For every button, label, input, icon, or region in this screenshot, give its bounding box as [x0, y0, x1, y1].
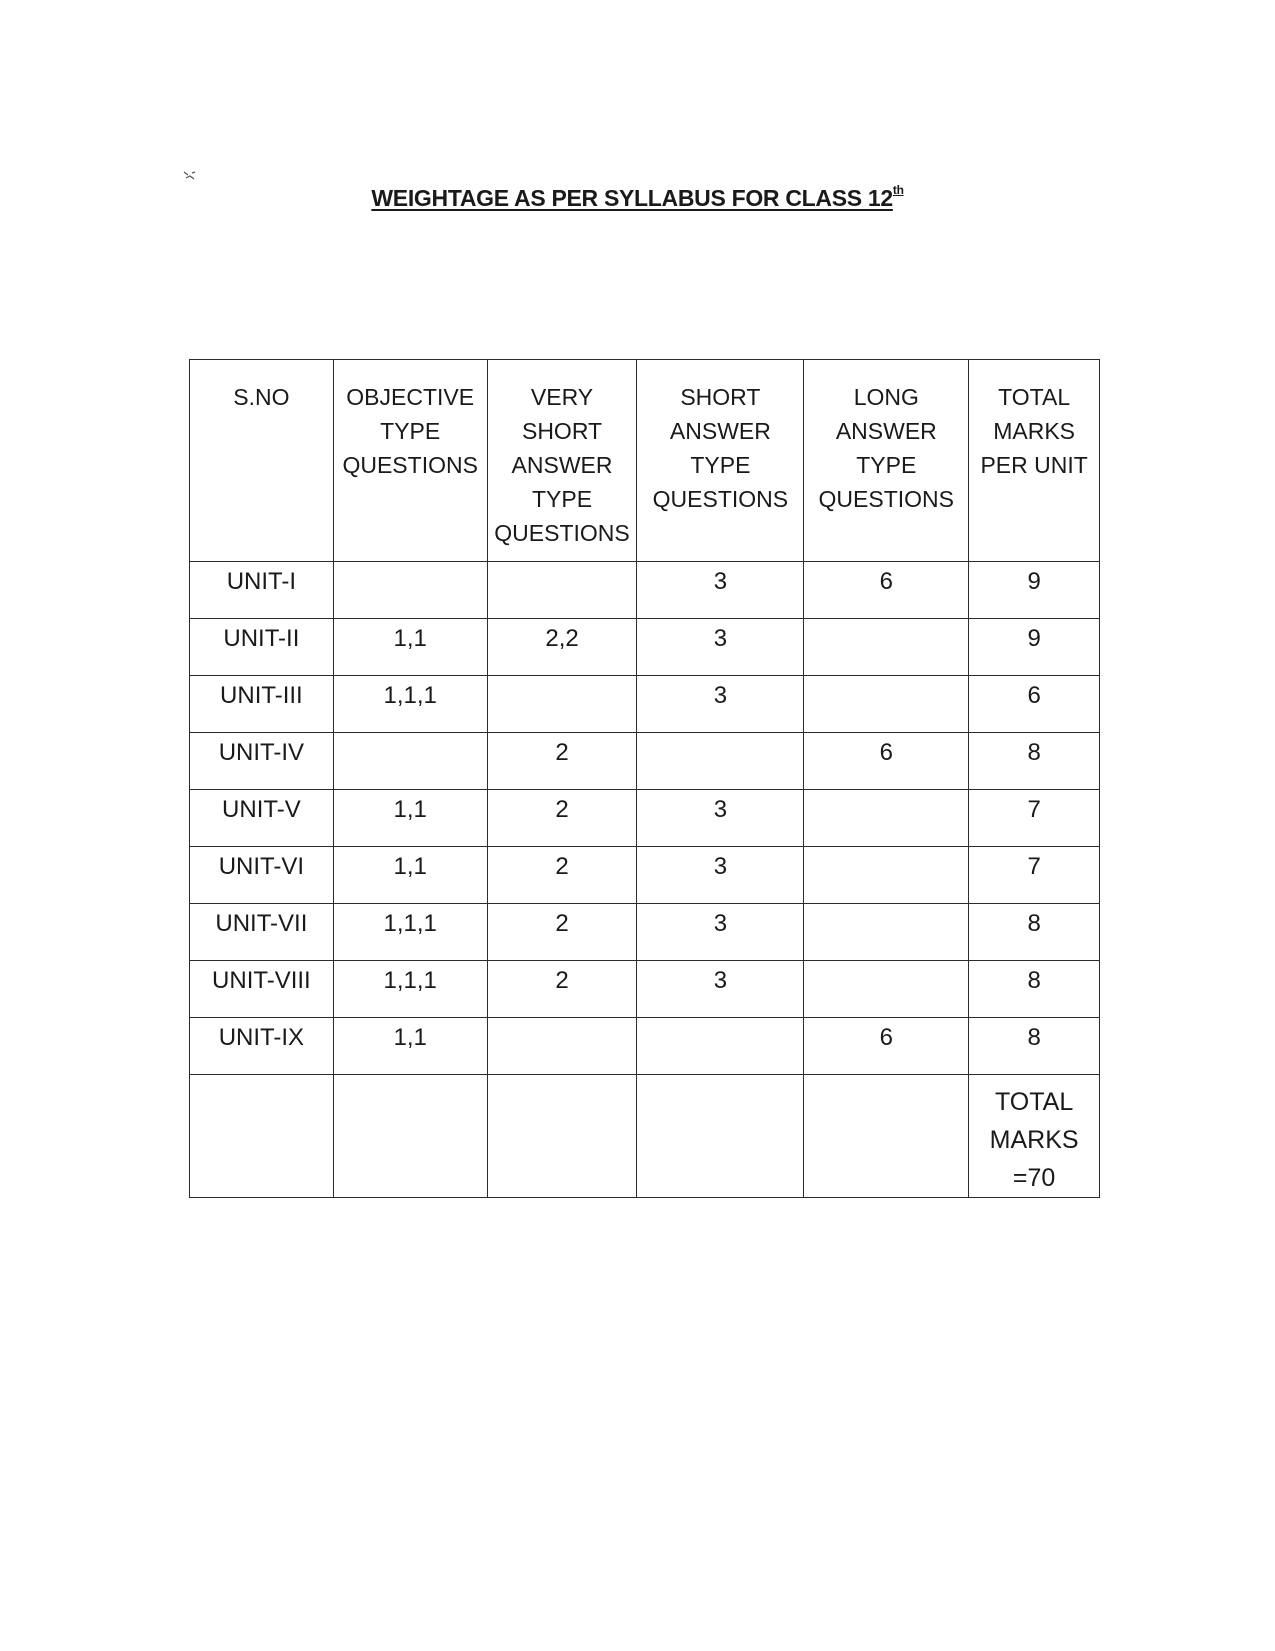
very-short-cell: 2	[487, 847, 637, 904]
objective-cell: 1,1	[333, 619, 487, 676]
header-line: SHORT	[521, 418, 603, 444]
short-cell: 3	[637, 676, 804, 733]
objective-cell	[333, 562, 487, 619]
very-short-cell: 2,2	[487, 619, 637, 676]
header-short-answer	[637, 360, 804, 562]
header-line: SHORT	[680, 384, 761, 410]
objective-cell: 1,1	[333, 1018, 487, 1075]
objective-cell	[333, 733, 487, 790]
objective-cell: 1,1	[333, 790, 487, 847]
grand-total-line: MARKS	[989, 1126, 1079, 1154]
unit-cell: UNIT-VIII	[190, 961, 334, 1018]
unit-cell: UNIT-VII	[190, 904, 334, 961]
grand-total-value: =70	[1012, 1164, 1056, 1192]
weightage-table	[189, 359, 1100, 1198]
header-sno-line: S.NO	[233, 384, 290, 410]
unit-cell: UNIT-I	[190, 562, 334, 619]
short-cell	[637, 1018, 804, 1075]
table-row	[190, 619, 1100, 676]
header-line: VERY	[530, 384, 594, 410]
total-cell: 8	[969, 733, 1100, 790]
long-cell: 6	[804, 733, 969, 790]
total-cell: 7	[969, 847, 1100, 904]
empty-cell	[804, 1075, 969, 1198]
very-short-cell: 2	[487, 733, 637, 790]
header-line: TYPE	[856, 452, 917, 478]
table-row	[190, 904, 1100, 961]
short-cell: 3	[637, 619, 804, 676]
very-short-cell: 2	[487, 904, 637, 961]
objective-cell: 1,1	[333, 847, 487, 904]
header-line: TYPE	[531, 486, 593, 512]
table-row	[190, 562, 1100, 619]
short-cell: 3	[637, 790, 804, 847]
very-short-cell	[487, 1018, 637, 1075]
long-cell	[804, 619, 969, 676]
scan-speck-icon	[183, 170, 197, 182]
objective-cell: 1,1,1	[333, 961, 487, 1018]
short-cell: 3	[637, 904, 804, 961]
table-header-row	[190, 360, 1100, 562]
total-cell: 9	[969, 562, 1100, 619]
very-short-cell: 2	[487, 961, 637, 1018]
header-line: ANSWER	[511, 452, 613, 478]
page-title-text: WEIGHTAGE AS PER SYLLABUS FOR CLASS 12	[371, 185, 893, 211]
table-row	[190, 961, 1100, 1018]
objective-cell: 1,1,1	[333, 904, 487, 961]
empty-cell	[637, 1075, 804, 1198]
empty-cell	[487, 1075, 637, 1198]
page-title-superscript: th	[892, 183, 904, 197]
unit-cell: UNIT-VI	[190, 847, 334, 904]
very-short-cell: 2	[487, 790, 637, 847]
very-short-cell	[487, 562, 637, 619]
header-line: TYPE	[380, 418, 441, 444]
unit-cell: UNIT-IV	[190, 733, 334, 790]
unit-cell: UNIT-II	[190, 619, 334, 676]
header-line: PER UNIT	[980, 452, 1088, 478]
header-line: MARKS	[993, 418, 1076, 444]
long-cell	[804, 847, 969, 904]
total-cell: 9	[969, 619, 1100, 676]
table-row	[190, 790, 1100, 847]
short-cell: 3	[637, 562, 804, 619]
table-row	[190, 733, 1100, 790]
table-total-row	[190, 1075, 1100, 1198]
table-row	[190, 1018, 1100, 1075]
page-title	[0, 183, 1275, 212]
total-cell: 7	[969, 790, 1100, 847]
header-line: LONG	[853, 384, 919, 410]
header-long-answer	[804, 360, 969, 562]
long-cell: 6	[804, 1018, 969, 1075]
table-row	[190, 676, 1100, 733]
table-row	[190, 847, 1100, 904]
header-line: QUESTIONS	[652, 486, 789, 512]
total-cell: 8	[969, 904, 1100, 961]
total-cell: 8	[969, 1018, 1100, 1075]
grand-total-line: TOTAL	[994, 1088, 1074, 1116]
empty-cell	[190, 1075, 334, 1198]
grand-total-cell	[969, 1075, 1100, 1198]
long-cell: 6	[804, 562, 969, 619]
header-line: ANSWER	[669, 418, 771, 444]
header-objective-type	[333, 360, 487, 562]
header-line: TYPE	[690, 452, 751, 478]
header-line: QUESTIONS	[818, 486, 955, 512]
long-cell	[804, 676, 969, 733]
short-cell	[637, 733, 804, 790]
empty-cell	[333, 1075, 487, 1198]
header-line: QUESTIONS	[494, 520, 630, 546]
long-cell	[804, 790, 969, 847]
header-total-marks	[969, 360, 1100, 562]
very-short-cell	[487, 676, 637, 733]
header-line: QUESTIONS	[342, 452, 478, 478]
long-cell	[804, 961, 969, 1018]
header-very-short-answer	[487, 360, 637, 562]
header-line: OBJECTIVE	[346, 384, 475, 410]
header-sno	[190, 360, 334, 562]
unit-cell: UNIT-IX	[190, 1018, 334, 1075]
long-cell	[804, 904, 969, 961]
total-cell: 8	[969, 961, 1100, 1018]
short-cell: 3	[637, 847, 804, 904]
total-cell: 6	[969, 676, 1100, 733]
unit-cell: UNIT-V	[190, 790, 334, 847]
unit-cell: UNIT-III	[190, 676, 334, 733]
short-cell: 3	[637, 961, 804, 1018]
header-line: ANSWER	[835, 418, 937, 444]
header-line: TOTAL	[998, 384, 1071, 410]
objective-cell: 1,1,1	[333, 676, 487, 733]
